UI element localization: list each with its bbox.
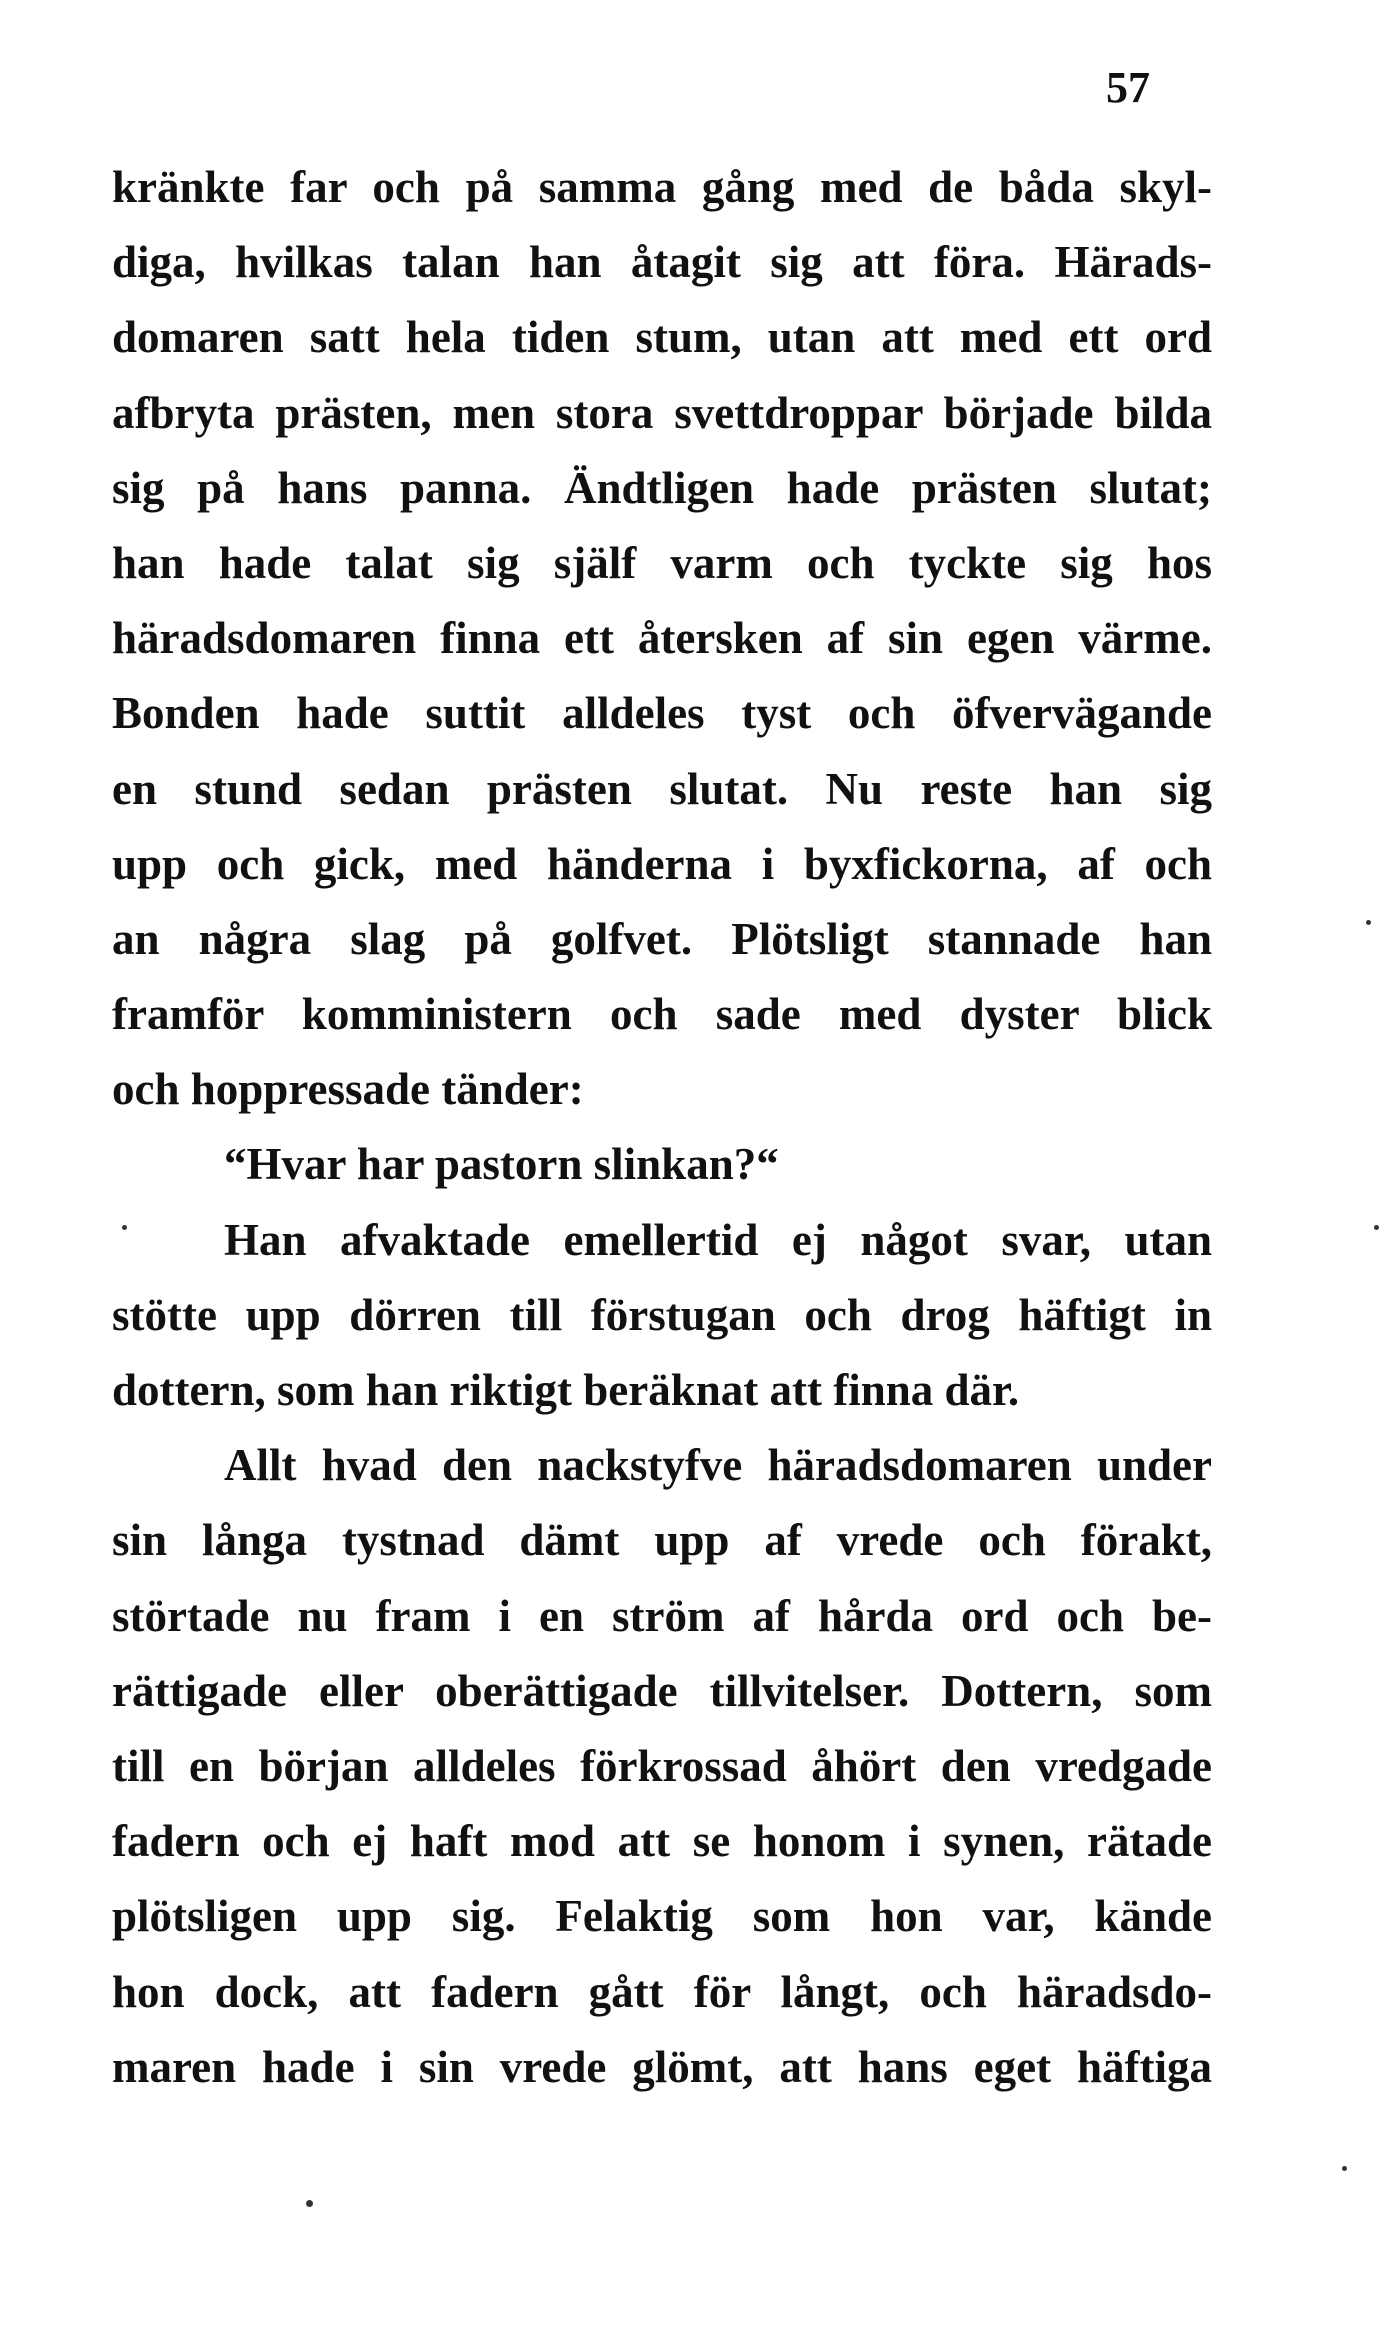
text-line: dottern, som han riktigt beräknat att finna där. [112,1365,1020,1415]
text-line: sin långa tystnad dämt upp af vrede och förakt, [112,1515,1212,1566]
text-line: Allt hvad den nackstyfve häradsdomaren under [224,1440,1212,1491]
scan-speck [1374,1225,1379,1230]
text-line: sig på hans panna. Ändtligen hade prästen slutat; [112,462,1212,513]
text-line: rättigade eller oberättigade tillvitelser. Dottern, som [112,1665,1212,1716]
text-line: maren hade i sin vrede glömt, att hans eget häftiga [112,2041,1212,2092]
scan-speck [122,1225,127,1230]
text-line: an några slag på golfvet. Plötsligt stannade han [112,913,1212,964]
scan-speck [1366,920,1371,925]
page-number: 57 [1106,63,1150,112]
text-line: han hade talat sig själf varm och tyckte sig hos [112,537,1212,588]
text-line: domaren satt hela tiden stum, utan att med ett ord [112,312,1212,363]
quote-line: “Hvar har pastorn slinkan?“ [224,1139,779,1190]
text-line: Bonden hade suttit alldeles tyst och öfvervägande [112,688,1212,739]
text-line: häradsdomaren finna ett återsken af sin egen värme. [112,613,1212,664]
body-text [112,150,1212,2105]
text-line: en stund sedan prästen slutat. Nu reste han sig [112,763,1212,814]
text-line: och hoppressade tänder: [112,1064,584,1115]
text-line: afbryta prästen, men stora svettdroppar började bilda [112,387,1212,438]
text-line: upp och gick, med händerna i byxfickorna, af och [112,838,1212,889]
text-line: till en början alldeles förkrossad åhört den vredgade [112,1740,1212,1791]
text-line: störtade nu fram i en ström af hårda ord och be- [112,1590,1212,1641]
text-line: kränkte far och på samma gång med de båda skyl- [112,162,1212,212]
text-line: hon dock, att fadern gått för långt, och häradsdo- [112,1966,1212,2017]
text-line: stötte upp dörren till förstugan och drog häftigt in [112,1289,1212,1340]
scan-speck [1342,2166,1347,2171]
text-line: fadern och ej haft mod att se honom i synen, rätade [112,1816,1212,1867]
text-line: Han afvaktade emellertid ej något svar, utan [224,1214,1212,1265]
text-line: framför komministern och sade med dyster blick [112,989,1212,1040]
text-line: plötsligen upp sig. Felaktig som hon var, kände [112,1891,1212,1942]
text-line: diga, hvilkas talan han åtagit sig att föra. Härads- [112,237,1212,288]
scan-speck [306,2200,313,2207]
